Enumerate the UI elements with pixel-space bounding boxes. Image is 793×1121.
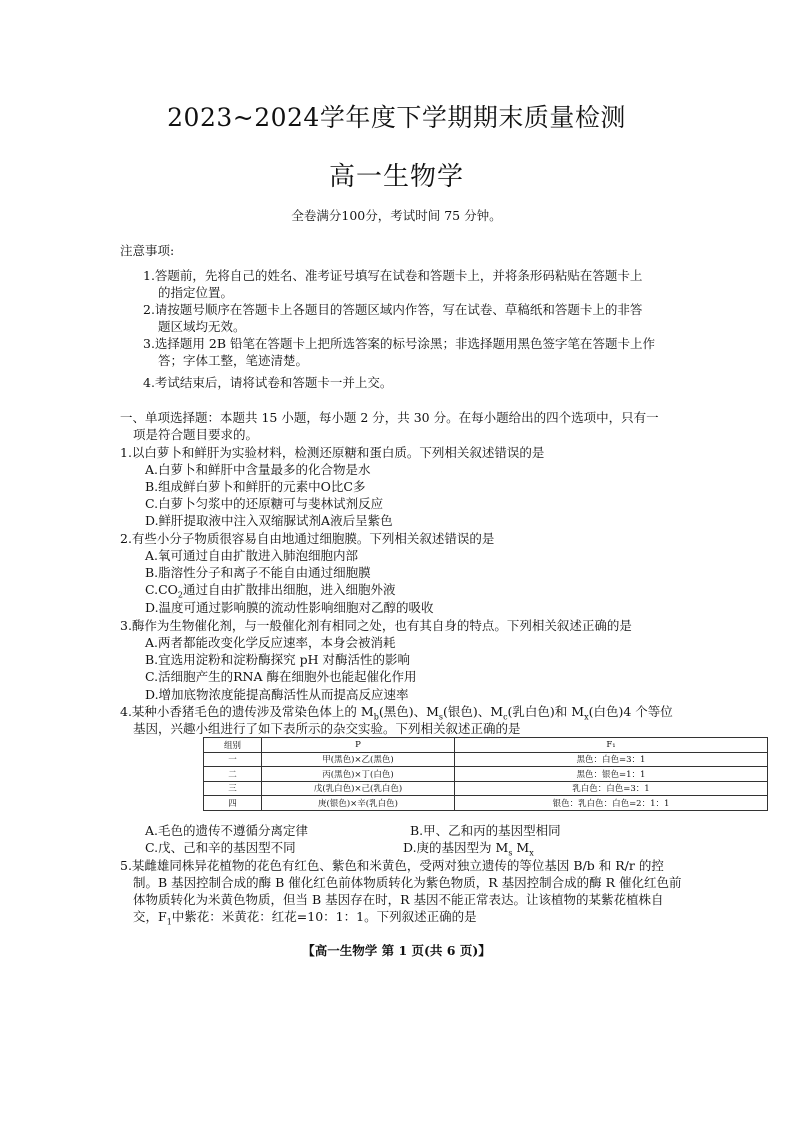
page-footer: 【高一生物学 第 1 页(共 6 页)】 (302, 943, 491, 958)
q4-stem-part: 4.某种小香猪毛色的遗传涉及常染色体上的 M (120, 704, 374, 719)
q2-option-c-subscript: 2 (177, 590, 183, 600)
table-cell: 戊(乳白色)×己(乳白色) (262, 781, 455, 796)
table-header-f1: F₁ (455, 738, 768, 753)
q4-stem-line2: 基因，兴趣小组进行了如下表所示的杂交实验。下列相关叙述正确的是 (133, 721, 521, 736)
table-row (204, 796, 768, 811)
notice-item-1-line2: 的指定位置。 (158, 285, 234, 300)
q1-option-c: C.白萝卜匀浆中的还原糖可与斐林试剂反应 (145, 496, 384, 511)
notice-item-3-line2: 答；字体工整，笔迹清楚。 (158, 353, 309, 368)
q4-option-a: A.毛色的遗传不遵循分离定律 (145, 823, 309, 838)
section1-line1: 一、单项选择题：本题共 15 小题，每小题 2 分，共 30 分。在每小题给出的四个选项中，只有一 (120, 410, 659, 425)
table-cell: 四 (204, 796, 262, 811)
q2-option-a: A.氧可通过自由扩散进入肺泡细胞内部 (145, 548, 359, 563)
q4-option-d-text: M (512, 840, 530, 855)
q1-option-a: A.白萝卜和鲜肝中含量最多的化合物是水 (145, 462, 371, 477)
q4-option-d-text: D.庚的基因型为 M (403, 840, 509, 855)
notice-item-3-line1: 3.选择题用 2B 铅笔在答题卡上把所选答案的标号涂黑；非选择题用黑色签字笔在答题卡上作 (143, 336, 656, 351)
q5-line4-text: 中紫花：米黄花：红花=10：1：1。下列叙述正确的是 (171, 909, 477, 924)
q4-stem-part: (银色)、M (443, 704, 504, 719)
q4-stem-part: (白色)4 个等位 (588, 704, 673, 719)
exam-info: 全卷满分100分，考试时间 75 分钟。 (291, 208, 502, 223)
table-header-group: 组别 (204, 738, 262, 753)
table-header-parents: P (262, 738, 455, 753)
q3-option-d: D.增加底物浓度能提高酶活性从而提高反应速率 (145, 687, 409, 702)
section1-line2: 项是符合题目要求的。 (133, 427, 259, 442)
q4-sub-x: x (584, 712, 589, 722)
q4-sub-s: s (438, 712, 443, 722)
q1-option-d: D.鲜肝提取液中注入双缩脲试剂A液后呈紫色 (145, 513, 393, 528)
q4-option-d-sub2: x (529, 848, 534, 858)
notice-item-1-line1: 1.答题前，先将自己的姓名、准考证号填写在试卷和答题卡上，并将条形码粘贴在答题卡上 (143, 268, 643, 283)
q4-option-d-sub1: s (508, 848, 513, 858)
q2-option-c-prefix: C.CO (145, 582, 178, 597)
table-cell: 庚(银色)×辛(乳白色) (262, 796, 455, 811)
notice-item-2-line2: 题区域均无效。 (158, 319, 246, 334)
q4-sub-b: b (373, 712, 379, 722)
q3-option-a: A.两者都能改变化学反应速率，本身会被消耗 (145, 635, 396, 650)
q5-line4-text: 交，F (133, 909, 167, 924)
table-cell: 黑色：银色=1：1 (455, 767, 768, 782)
q2-option-d: D.温度可通过影响膜的流动性影响细胞对乙醇的吸收 (145, 600, 434, 615)
exam-title: 2023~2024学年度下学期期末质量检测 (167, 103, 626, 132)
table-cell: 乳白色：白色=3：1 (455, 781, 768, 796)
q1-stem: 1.以白萝卜和鲜肝为实验材料，检测还原糖和蛋白质。下列相关叙述错误的是 (120, 445, 545, 460)
table-header-row (204, 738, 768, 753)
q5-line1: 5.某雌雄同株异花植物的花色有红色、紫色和米黄色，受两对独立遗传的等位基因 B/b 和 R/r 的控 (120, 858, 664, 873)
table-row (204, 781, 768, 796)
q1-option-b: B.组成鲜白萝卜和鲜肝的元素中O比C多 (145, 479, 366, 494)
q3-option-b: B.宜选用淀粉和淀粉酶探究 pH 对酶活性的影响 (145, 652, 411, 667)
q4-stem-part: (乳白色)和 M (507, 704, 585, 719)
table-cell: 三 (204, 781, 262, 796)
q4-option-b: B.甲、乙和丙的基因型相同 (410, 823, 561, 838)
table-cell: 一 (204, 752, 262, 767)
notice-item-4: 4.考试结束后，请将试卷和答题卡一并上交。 (143, 375, 393, 390)
q3-stem: 3.酶作为生物催化剂，与一般催化剂有相同之处，也有其自身的特点。下列相关叙述正确的是 (120, 618, 632, 633)
q5-line3: 体物质转化为米黄色物质，但当 B 基因存在时，R 基因不能正常表达。让该植物的某紫花植株自 (133, 892, 664, 907)
q2-stem: 2.有些小分子物质很容易自由地通过细胞膜。下列相关叙述错误的是 (120, 531, 495, 546)
table-cell: 银色：乳白色：白色=2：1：1 (455, 796, 768, 811)
table-row (204, 767, 768, 782)
q4-sub-c: c (503, 712, 508, 722)
q4-stem-part: (黑色)、M (378, 704, 439, 719)
cross-table (203, 737, 768, 811)
q5-line4-sub: 1 (166, 917, 172, 927)
table-row (204, 752, 768, 767)
q4-option-c: C.戊、己和辛的基因型不同 (145, 840, 296, 855)
table-cell: 黑色：白色=3：1 (455, 752, 768, 767)
q2-option-b: B.脂溶性分子和离子不能自由通过细胞膜 (145, 565, 371, 580)
table-cell: 甲(黑色)×乙(黑色) (262, 752, 455, 767)
q3-option-c: C.活细胞产生的RNA 酶在细胞外也能起催化作用 (145, 669, 417, 684)
q2-option-c-text: 通过自由扩散排出细胞，进入细胞外液 (183, 582, 396, 597)
notice-heading: 注意事项: (120, 243, 175, 258)
table-cell: 丙(黑色)×丁(白色) (262, 767, 455, 782)
q5-line2: 制。B 基因控制合成的酶 B 催化红色前体物质转化为紫色物质，R 基因控制合成的酶 R 催化红色前 (133, 875, 682, 890)
table-cell: 二 (204, 767, 262, 782)
subject-title: 高一生物学 (328, 162, 464, 192)
notice-item-2-line1: 2.请按题号顺序在答题卡上各题目的答题区域内作答，写在试卷、草稿纸和答题卡上的非答 (143, 302, 643, 317)
q5-line4 (133, 908, 477, 931)
